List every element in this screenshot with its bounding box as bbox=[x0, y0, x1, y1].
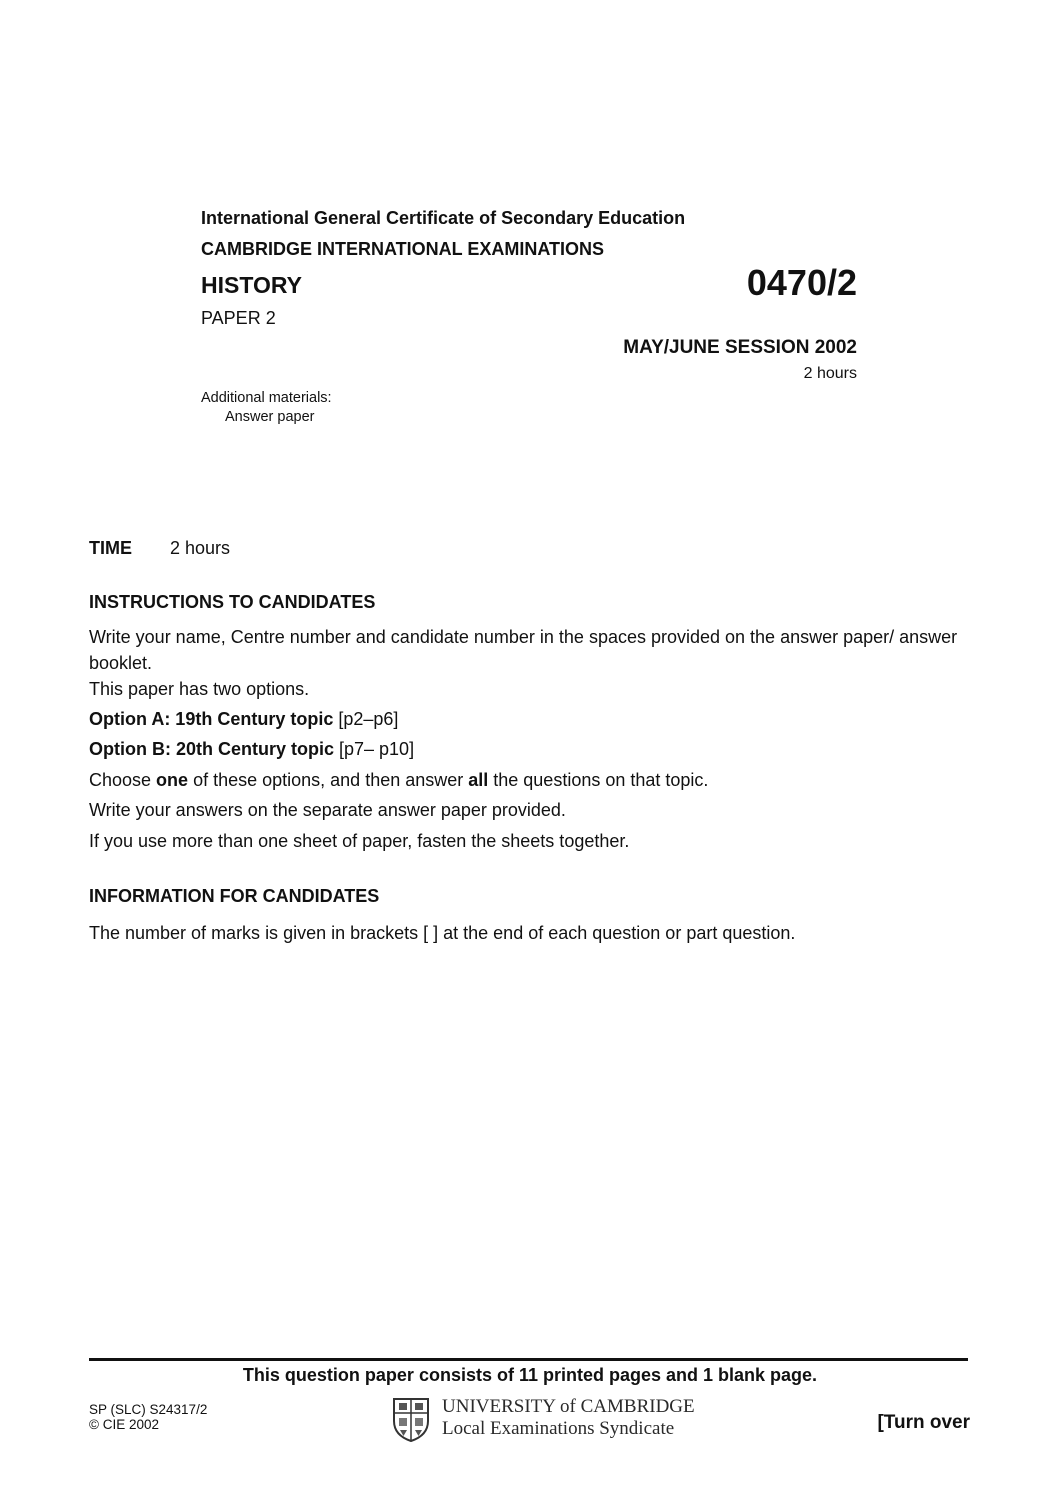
information-heading: INFORMATION FOR CANDIDATES bbox=[89, 886, 380, 906]
option-b-title: Option B: 20th Century topic bbox=[89, 739, 334, 759]
qualification-title: International General Certificate of Secondary Education bbox=[201, 208, 686, 228]
subject-title: HISTORY bbox=[201, 272, 302, 298]
paper-number: PAPER 2 bbox=[201, 308, 276, 328]
copyright-notice: © CIE 2002 bbox=[89, 1417, 159, 1432]
choose-text-post: the questions on that topic. bbox=[488, 770, 709, 790]
instructions-heading: INSTRUCTIONS TO CANDIDATES bbox=[89, 592, 376, 612]
choose-text-pre: Choose bbox=[89, 770, 157, 790]
exam-board: CAMBRIDGE INTERNATIONAL EXAMINATIONS bbox=[201, 239, 604, 259]
turn-over-label: [Turn over bbox=[877, 1412, 970, 1433]
instruction-line-choose bbox=[89, 770, 708, 791]
option-b-pages: [p7– p10] bbox=[334, 739, 415, 759]
instruction-line-name: Write your name, Centre number and candidate number in the spaces provided on the answer paper/ answer booklet. bbox=[89, 627, 958, 673]
ucles-logo-line2: Local Examinations Syndicate bbox=[442, 1418, 675, 1439]
footer-divider bbox=[89, 1358, 968, 1361]
choose-emphasis-one: one bbox=[156, 770, 189, 790]
option-a-pages: [p2–p6] bbox=[333, 709, 399, 729]
exam-session: MAY/JUNE SESSION 2002 bbox=[623, 337, 857, 358]
instruction-line-write: Write your answers on the separate answer paper provided. bbox=[89, 800, 566, 820]
ucles-logo bbox=[392, 1396, 695, 1444]
ucles-logo-line1: UNIVERSITY of CAMBRIDGE bbox=[442, 1396, 695, 1417]
information-line-marks: The number of marks is given in brackets [ ] at the end of each question or part question. bbox=[89, 923, 796, 943]
additional-materials-label: Additional materials: bbox=[201, 390, 332, 406]
exam-duration: 2 hours bbox=[803, 365, 857, 382]
cambridge-crest-icon bbox=[392, 1397, 430, 1442]
additional-materials-item: Answer paper bbox=[225, 409, 315, 425]
time-label: TIME bbox=[89, 538, 132, 558]
option-a-title: Option A: 19th Century topic bbox=[89, 709, 334, 729]
instruction-line-fasten: If you use more than one sheet of paper, fasten the sheets together. bbox=[89, 831, 630, 851]
option-b-line bbox=[89, 739, 414, 760]
instruction-line-options: This paper has two options. bbox=[89, 679, 310, 699]
choose-emphasis-all: all bbox=[468, 770, 489, 790]
paper-reference: SP (SLC) S24317/2 bbox=[89, 1402, 208, 1417]
paper-code: 0470/2 bbox=[746, 262, 857, 303]
page-count-note: This question paper consists of 11 printed pages and 1 blank page. bbox=[242, 1365, 818, 1385]
time-value: 2 hours bbox=[170, 538, 231, 558]
choose-text-mid: of these options, and then answer bbox=[188, 770, 469, 790]
option-a-line bbox=[89, 709, 398, 730]
